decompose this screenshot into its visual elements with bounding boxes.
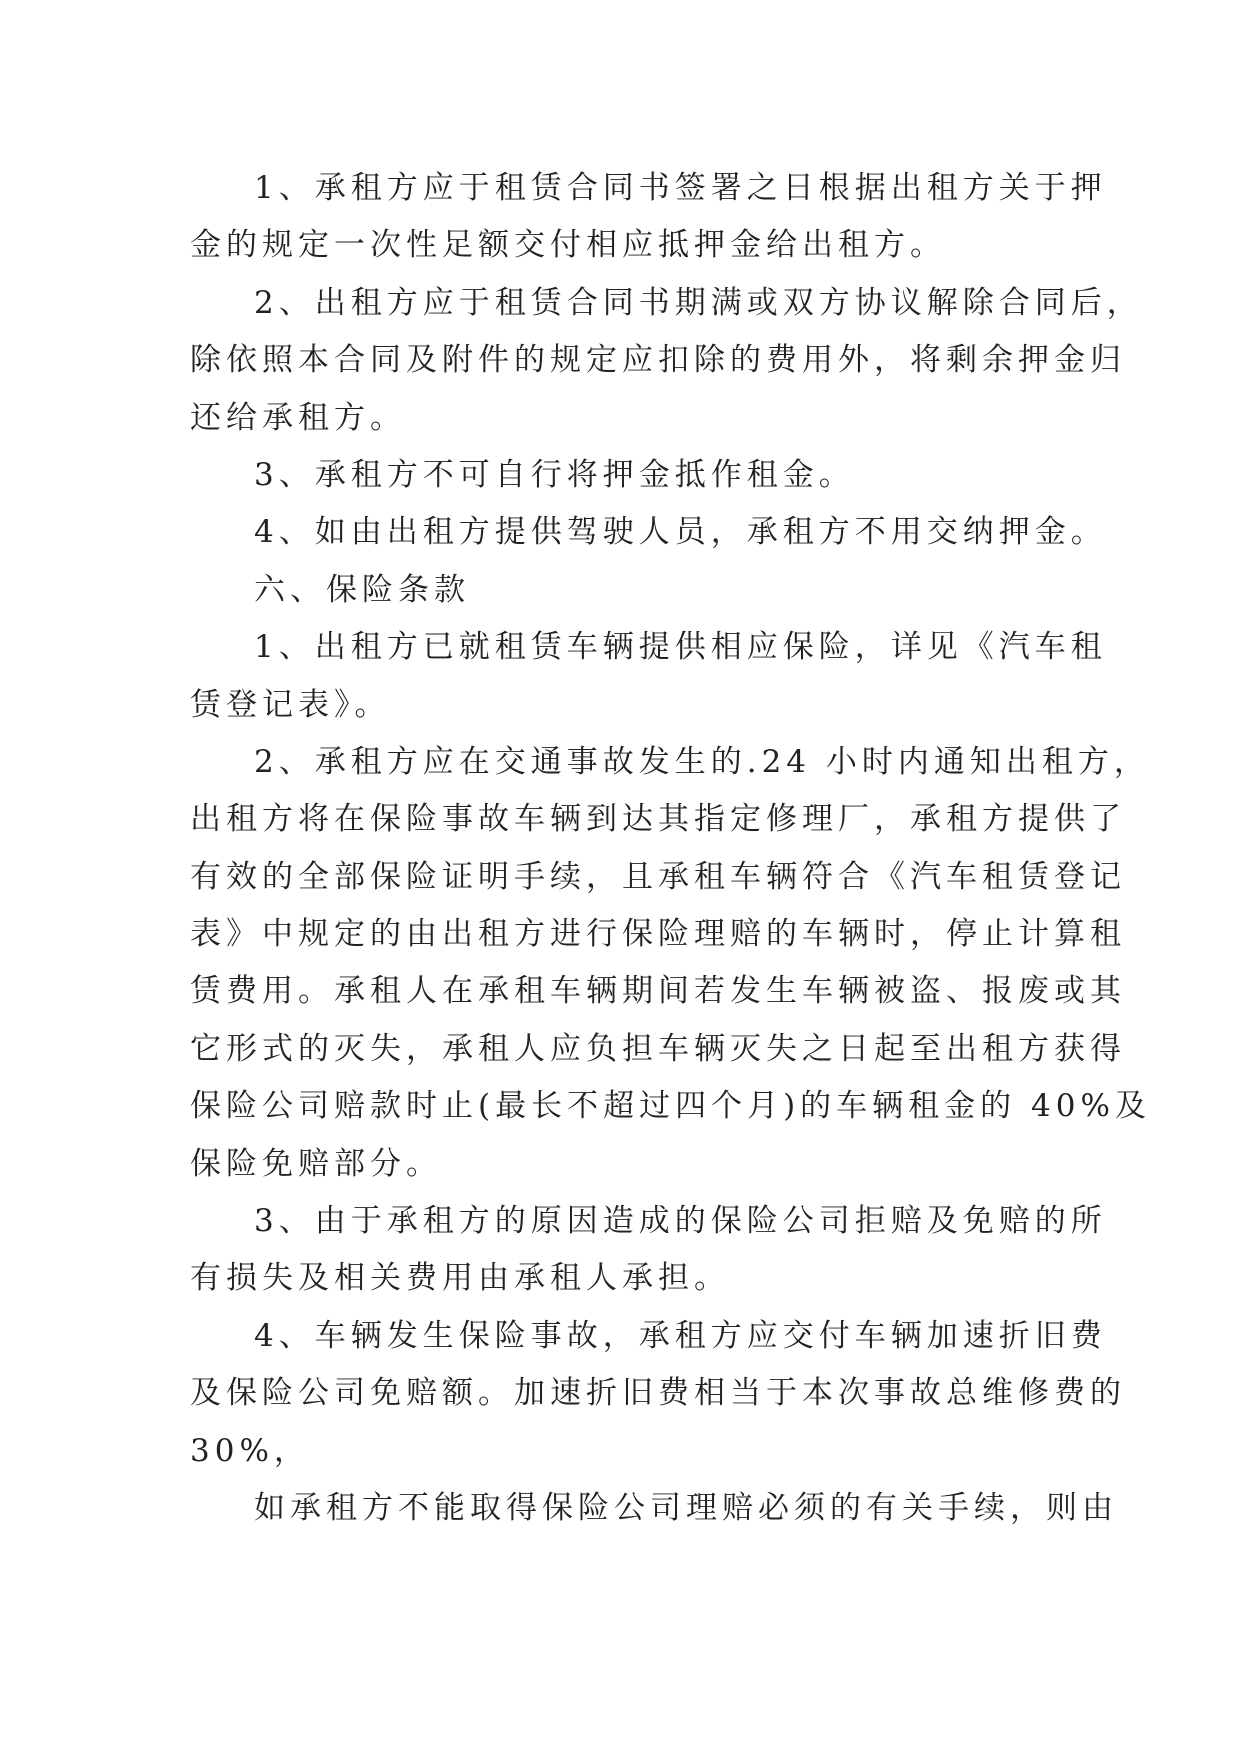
text-line: 4、如由出租方提供驾驶人员，承租方不用交纳押金。 [254, 514, 1107, 551]
text-line: 保险免赔部分。 [190, 1145, 442, 1182]
text-line: 2、承租方应在交通事故发生的.24 小时内通知出租方， [254, 743, 1150, 780]
text-line: 3、承租方不可自行将押金抵作租金。 [254, 456, 855, 493]
text-line: 1、出租方已就租赁车辆提供相应保险，详见《汽车租 [254, 629, 1107, 666]
text-line: 赁费用。承租人在承租车辆期间若发生车辆被盗、报废或其 [190, 973, 1126, 1010]
text-line: 表》中规定的由出租方进行保险理赔的车辆时，停止计算租 [190, 916, 1126, 953]
text-line: 2、出租方应于租赁合同书期满或双方协议解除合同后， [254, 284, 1143, 321]
text-line: 如承租方不能取得保险公司理赔必须的有关手续，则由 [254, 1489, 1118, 1526]
text-line: 1、承租方应于租赁合同书签署之日根据出租方关于押 [254, 170, 1107, 206]
text-line: 及保险公司免赔额。加速折旧费相当于本次事故总维修费的 [190, 1375, 1126, 1412]
text-line: 有损失及相关费用由承租人承担。 [190, 1260, 730, 1297]
text-line: 赁登记表》。 [190, 686, 391, 723]
text-line: 金的规定一次性足额交付相应抵押金给出租方。 [190, 227, 946, 264]
text-line: 有效的全部保险证明手续，且承租车辆符合《汽车租赁登记 [190, 858, 1126, 895]
text-line: 还给承租方。 [190, 399, 406, 436]
text-line: 保险公司赔款时止(最长不超过四个月)的车辆租金的 40%及 [190, 1088, 1151, 1125]
text-line: 出租方将在保险事故车辆到达其指定修理厂，承租方提供了 [190, 801, 1126, 838]
document-body [190, 160, 1151, 1537]
section-heading: 六、保险条款 [254, 571, 470, 608]
text-line: 3、由于承租方的原因造成的保险公司拒赔及免赔的所 [254, 1203, 1107, 1240]
text-line: 它形式的灭失，承租人应负担车辆灭失之日起至出租方获得 [190, 1030, 1126, 1067]
text-line: 除依照本合同及附件的规定应扣除的费用外，将剩余押金归 [190, 342, 1126, 379]
text-line: 30%， [190, 1432, 310, 1469]
text-line: 4、车辆发生保险事故，承租方应交付车辆加速折旧费 [254, 1317, 1107, 1354]
